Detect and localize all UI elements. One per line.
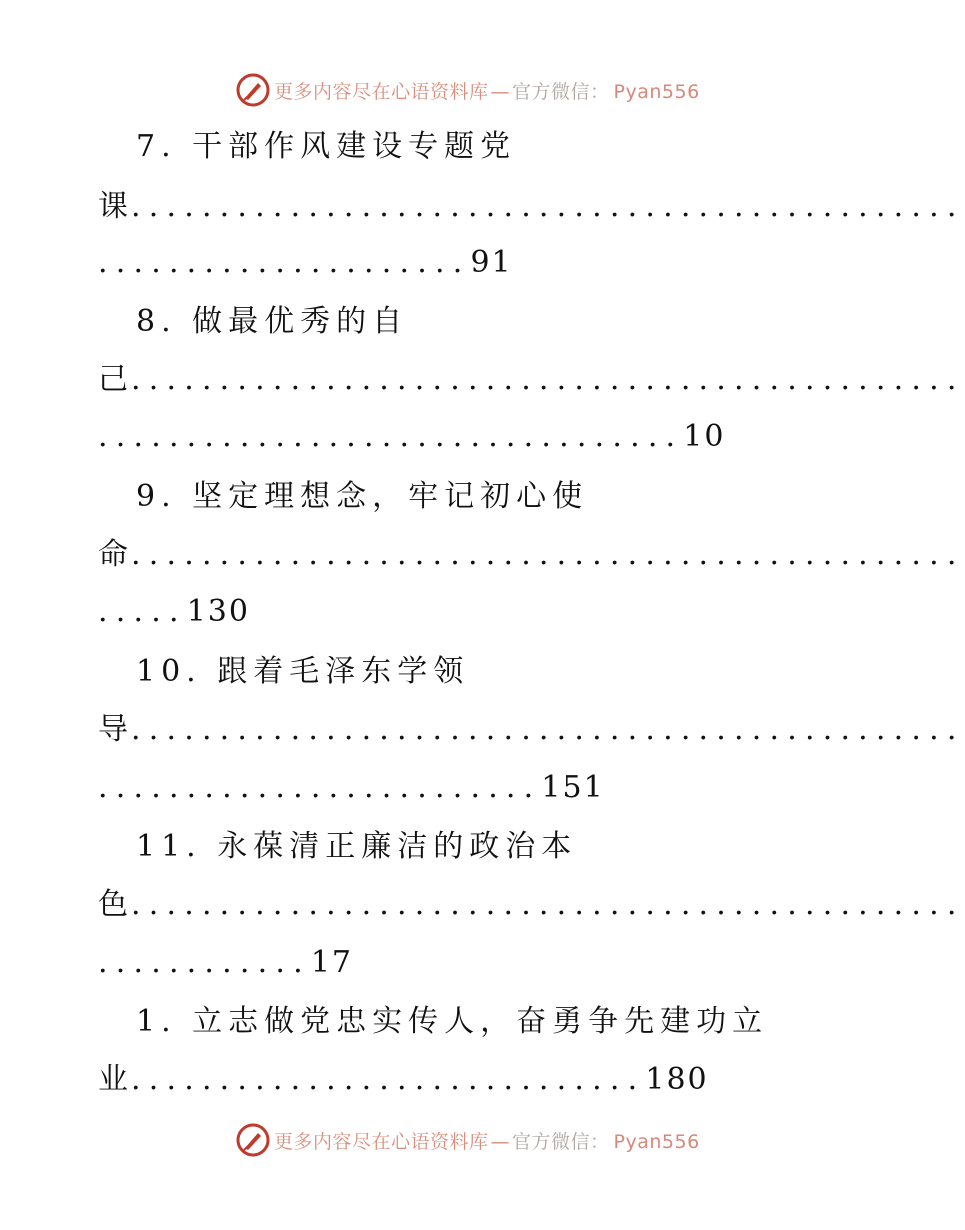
toc-leader-line: 导...............................................: [98, 712, 965, 747]
feather-pen-logo-icon: [236, 1123, 270, 1157]
watermark-text: 更多内容尽在心语资料库 — 官方微信： Pyan556: [274, 80, 700, 103]
toc-entry-title: 7. 干部作风建设专题党: [136, 129, 517, 164]
header-watermark: [0, 72, 950, 108]
toc-page-number: 130: [186, 594, 250, 629]
toc-entry-title: 8. 做最优秀的自: [136, 304, 409, 339]
toc-page-line: .........................151: [98, 770, 605, 805]
feather-pen-logo-icon: [236, 73, 270, 107]
toc-page-line: .....130: [98, 594, 250, 629]
toc-page-line: .....................91: [98, 245, 513, 280]
toc-page-number: 91: [470, 245, 513, 280]
watermark-text: 更多内容尽在心语资料库 — 官方微信： Pyan556: [274, 1130, 700, 1153]
toc-page-number: 180: [645, 1062, 709, 1097]
toc-page-number: 10: [683, 419, 726, 454]
toc-leader-line: 己...............................................: [98, 362, 965, 397]
toc-page-line: ............17: [98, 945, 354, 980]
toc-entry-title: 9. 坚定理想念，牢记初心使: [136, 479, 589, 514]
toc-leader-line: 课...............................................: [98, 189, 965, 224]
toc-page-number: 151: [541, 770, 605, 805]
toc-page-line: .................................10: [98, 419, 726, 454]
footer-watermark: [0, 1122, 950, 1158]
toc-entry-title: 11. 永葆清正廉洁的政治本: [136, 829, 578, 864]
toc-entry-title: 10. 跟着毛泽东学领: [136, 654, 470, 689]
toc-leader-line: 色...............................................: [98, 887, 965, 922]
toc-page-number: 17: [310, 945, 354, 980]
toc-entry-title: 1. 立志做党忠实传人，奋勇争先建功立: [136, 1004, 769, 1039]
toc-page-line: 业.............................180: [98, 1062, 709, 1097]
toc-leader-line: 命...............................................: [98, 537, 965, 572]
